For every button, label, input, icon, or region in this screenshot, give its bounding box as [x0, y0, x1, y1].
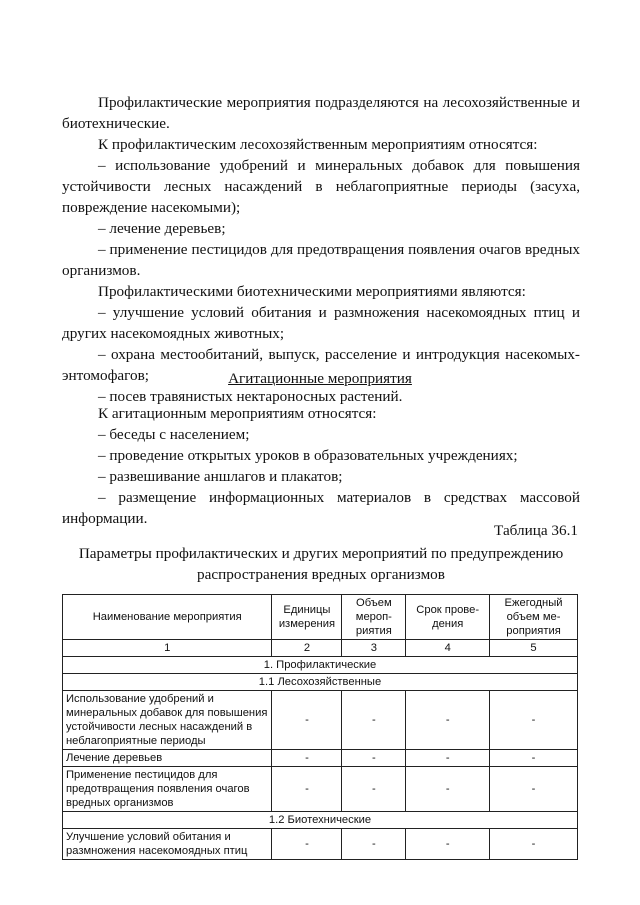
intro-text-block [62, 92, 580, 407]
subsection-row [63, 812, 578, 829]
table-label: Таблица 36.1 [494, 522, 578, 539]
measure-name: Применение пестицидов для предотвращения появления очагов вредных организмов [63, 767, 272, 812]
table-cell: - [490, 767, 578, 812]
table-row [63, 767, 578, 812]
measures-table [62, 594, 578, 860]
measure-name: Улучшение условий обитания и размножения насекомоядных птиц [63, 829, 272, 860]
table-cell: - [406, 829, 490, 860]
table-cell: - [490, 691, 578, 750]
table-cell: - [406, 750, 490, 767]
measure-name: Лечение деревьев [63, 750, 272, 767]
section-heading: Агитационные мероприятия [228, 370, 412, 387]
paragraph: К профилактическим лесохозяйственным мероприятиям относятся: [98, 136, 538, 153]
table-cell: - [272, 750, 342, 767]
table-cell: - [490, 829, 578, 860]
list-item: – охрана местообитаний, выпуск, расселение и интродукция насекомых-энтомофагов; [62, 346, 580, 384]
table-cell: - [490, 750, 578, 767]
table-header-row [63, 595, 578, 640]
table-cell: - [342, 767, 406, 812]
list-item: – улучшение условий обитания и размножения насекомоядных птиц и других насекомоядных животных; [62, 304, 580, 342]
subsection-row [63, 674, 578, 691]
list-item: – посев травянистых нектароносных растений. [98, 388, 403, 405]
table-row [63, 750, 578, 767]
agitation-text-block [62, 403, 580, 529]
list-item: – использование удобрений и минеральных добавок для повышения устойчивости лесных насаждений в неблагоприятные периоды (засуха, повреждение насекомыми); [62, 157, 580, 216]
column-number: 4 [406, 640, 490, 657]
table-cell: - [406, 767, 490, 812]
header-cell: Срок прове-дения [406, 595, 490, 640]
paragraph: Профилактические мероприятия подразделяются на лесохозяйственные и биотехнические. [62, 94, 580, 132]
column-number: 2 [272, 640, 342, 657]
column-number: 5 [490, 640, 578, 657]
list-item: – развешивание аншлагов и плакатов; [98, 468, 343, 485]
header-cell: Объем мероп-риятия [342, 595, 406, 640]
table-cell: - [342, 829, 406, 860]
list-item: – беседы с населением; [98, 426, 250, 443]
header-cell: Единицы измерения [272, 595, 342, 640]
table-cell: - [406, 691, 490, 750]
paragraph: Профилактическими биотехническими мероприятиями являются: [98, 283, 526, 300]
table-row [63, 829, 578, 860]
header-cell: Наименование мероприятия [63, 595, 272, 640]
table-cell: - [272, 767, 342, 812]
subsection-title: 1.1 Лесохозяйственные [63, 674, 578, 691]
section-row [63, 657, 578, 674]
list-item: – размещение информационных материалов в средствах массовой информации. [62, 489, 580, 527]
table-row [63, 691, 578, 750]
table-cell: - [272, 691, 342, 750]
column-number: 1 [63, 640, 272, 657]
column-number: 3 [342, 640, 406, 657]
table-cell: - [342, 691, 406, 750]
column-number-row [63, 640, 578, 657]
table-cell: - [342, 750, 406, 767]
table-title: Параметры профилактических и других мероприятий по предупреждению распространения вредных организмов [78, 545, 564, 583]
table-cell: - [272, 829, 342, 860]
subsection-title: 1.2 Биотехнические [63, 812, 578, 829]
measure-name: Использование удобрений и минеральных добавок для повышения устойчивости лесных насаждений в неблагоприятные периоды [63, 691, 272, 750]
header-cell: Ежегодный объем ме-роприятия [490, 595, 578, 640]
list-item: – применение пестицидов для предотвращения появления очагов вредных организмов. [62, 241, 580, 279]
list-item: – проведение открытых уроков в образовательных учреждениях; [98, 447, 518, 464]
paragraph: К агитационным мероприятиям относятся: [98, 405, 377, 422]
section-title: 1. Профилактические [63, 657, 578, 674]
list-item: – лечение деревьев; [98, 220, 226, 237]
